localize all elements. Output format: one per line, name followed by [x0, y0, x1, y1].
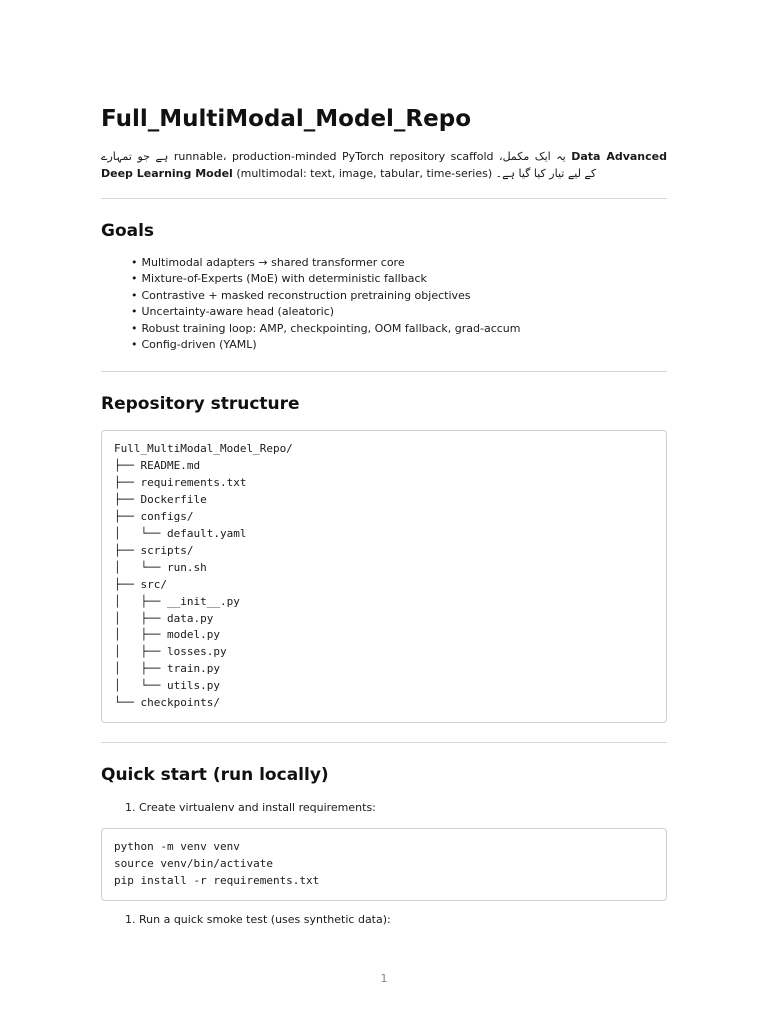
intro-middle: (multimodal: text, image, tabular, time-series): [236, 167, 493, 180]
quickstart-heading: Quick start (run locally): [101, 764, 329, 785]
goal-item: • Multimodal adapters → shared transformer core: [131, 255, 667, 271]
quickstart-step-list: [101, 912, 667, 928]
divider: [101, 742, 667, 743]
goal-item: • Config-driven (YAML): [131, 337, 667, 353]
quickstart-step-list: [101, 800, 667, 816]
document-page: [101, 100, 667, 928]
install-code-block: python -m venv venv source venv/bin/activate pip install -r requirements.txt: [101, 828, 667, 901]
structure-heading: Repository structure: [101, 394, 300, 415]
goals-heading: Goals: [101, 221, 155, 241]
intro-paragraph: [101, 148, 667, 182]
quickstart-step: 1. Create virtualenv and install requirements:: [139, 800, 667, 816]
intro-urdu-suffix: کے لیے تیار کیا گیا ہے۔: [495, 167, 597, 180]
goal-item: • Uncertainty-aware head (aleatoric): [131, 304, 667, 320]
goal-item: • Mixture-of-Experts (MoE) with deterministic fallback: [131, 271, 667, 287]
document-title: Full_MultiModal_Model_Repo: [101, 106, 471, 132]
goal-item: • Contrastive + masked reconstruction pretraining objectives: [131, 288, 667, 304]
quickstart-step: 1. Run a quick smoke test (uses synthetic data):: [139, 912, 667, 928]
goals-list: [101, 255, 667, 353]
divider: [101, 371, 667, 372]
page-number: 1: [380, 972, 388, 985]
intro-bold-phrase: Data Advanced Deep Learning Model: [101, 150, 667, 180]
divider: [101, 198, 667, 199]
intro-urdu-prefix: یہ ایک مکمل، runnable، production-minded PyTorch repository scaffold ہے جو تمہارے: [101, 150, 566, 163]
repo-tree-code-block: Full_MultiModal_Model_Repo/ ├── README.md ├── requirements.txt ├── Dockerfile ├── configs/ │ └── default.yaml ├── scripts/ │ └── run.sh ├── src/ │ ├── __init__.py │ ├── data.py │ ├── model.py │ ├── losses.py │ ├── train.py │ └── utils.py └── checkpoints/: [101, 430, 667, 723]
goal-item: • Robust training loop: AMP, checkpointing, OOM fallback, grad-accum: [131, 321, 667, 337]
